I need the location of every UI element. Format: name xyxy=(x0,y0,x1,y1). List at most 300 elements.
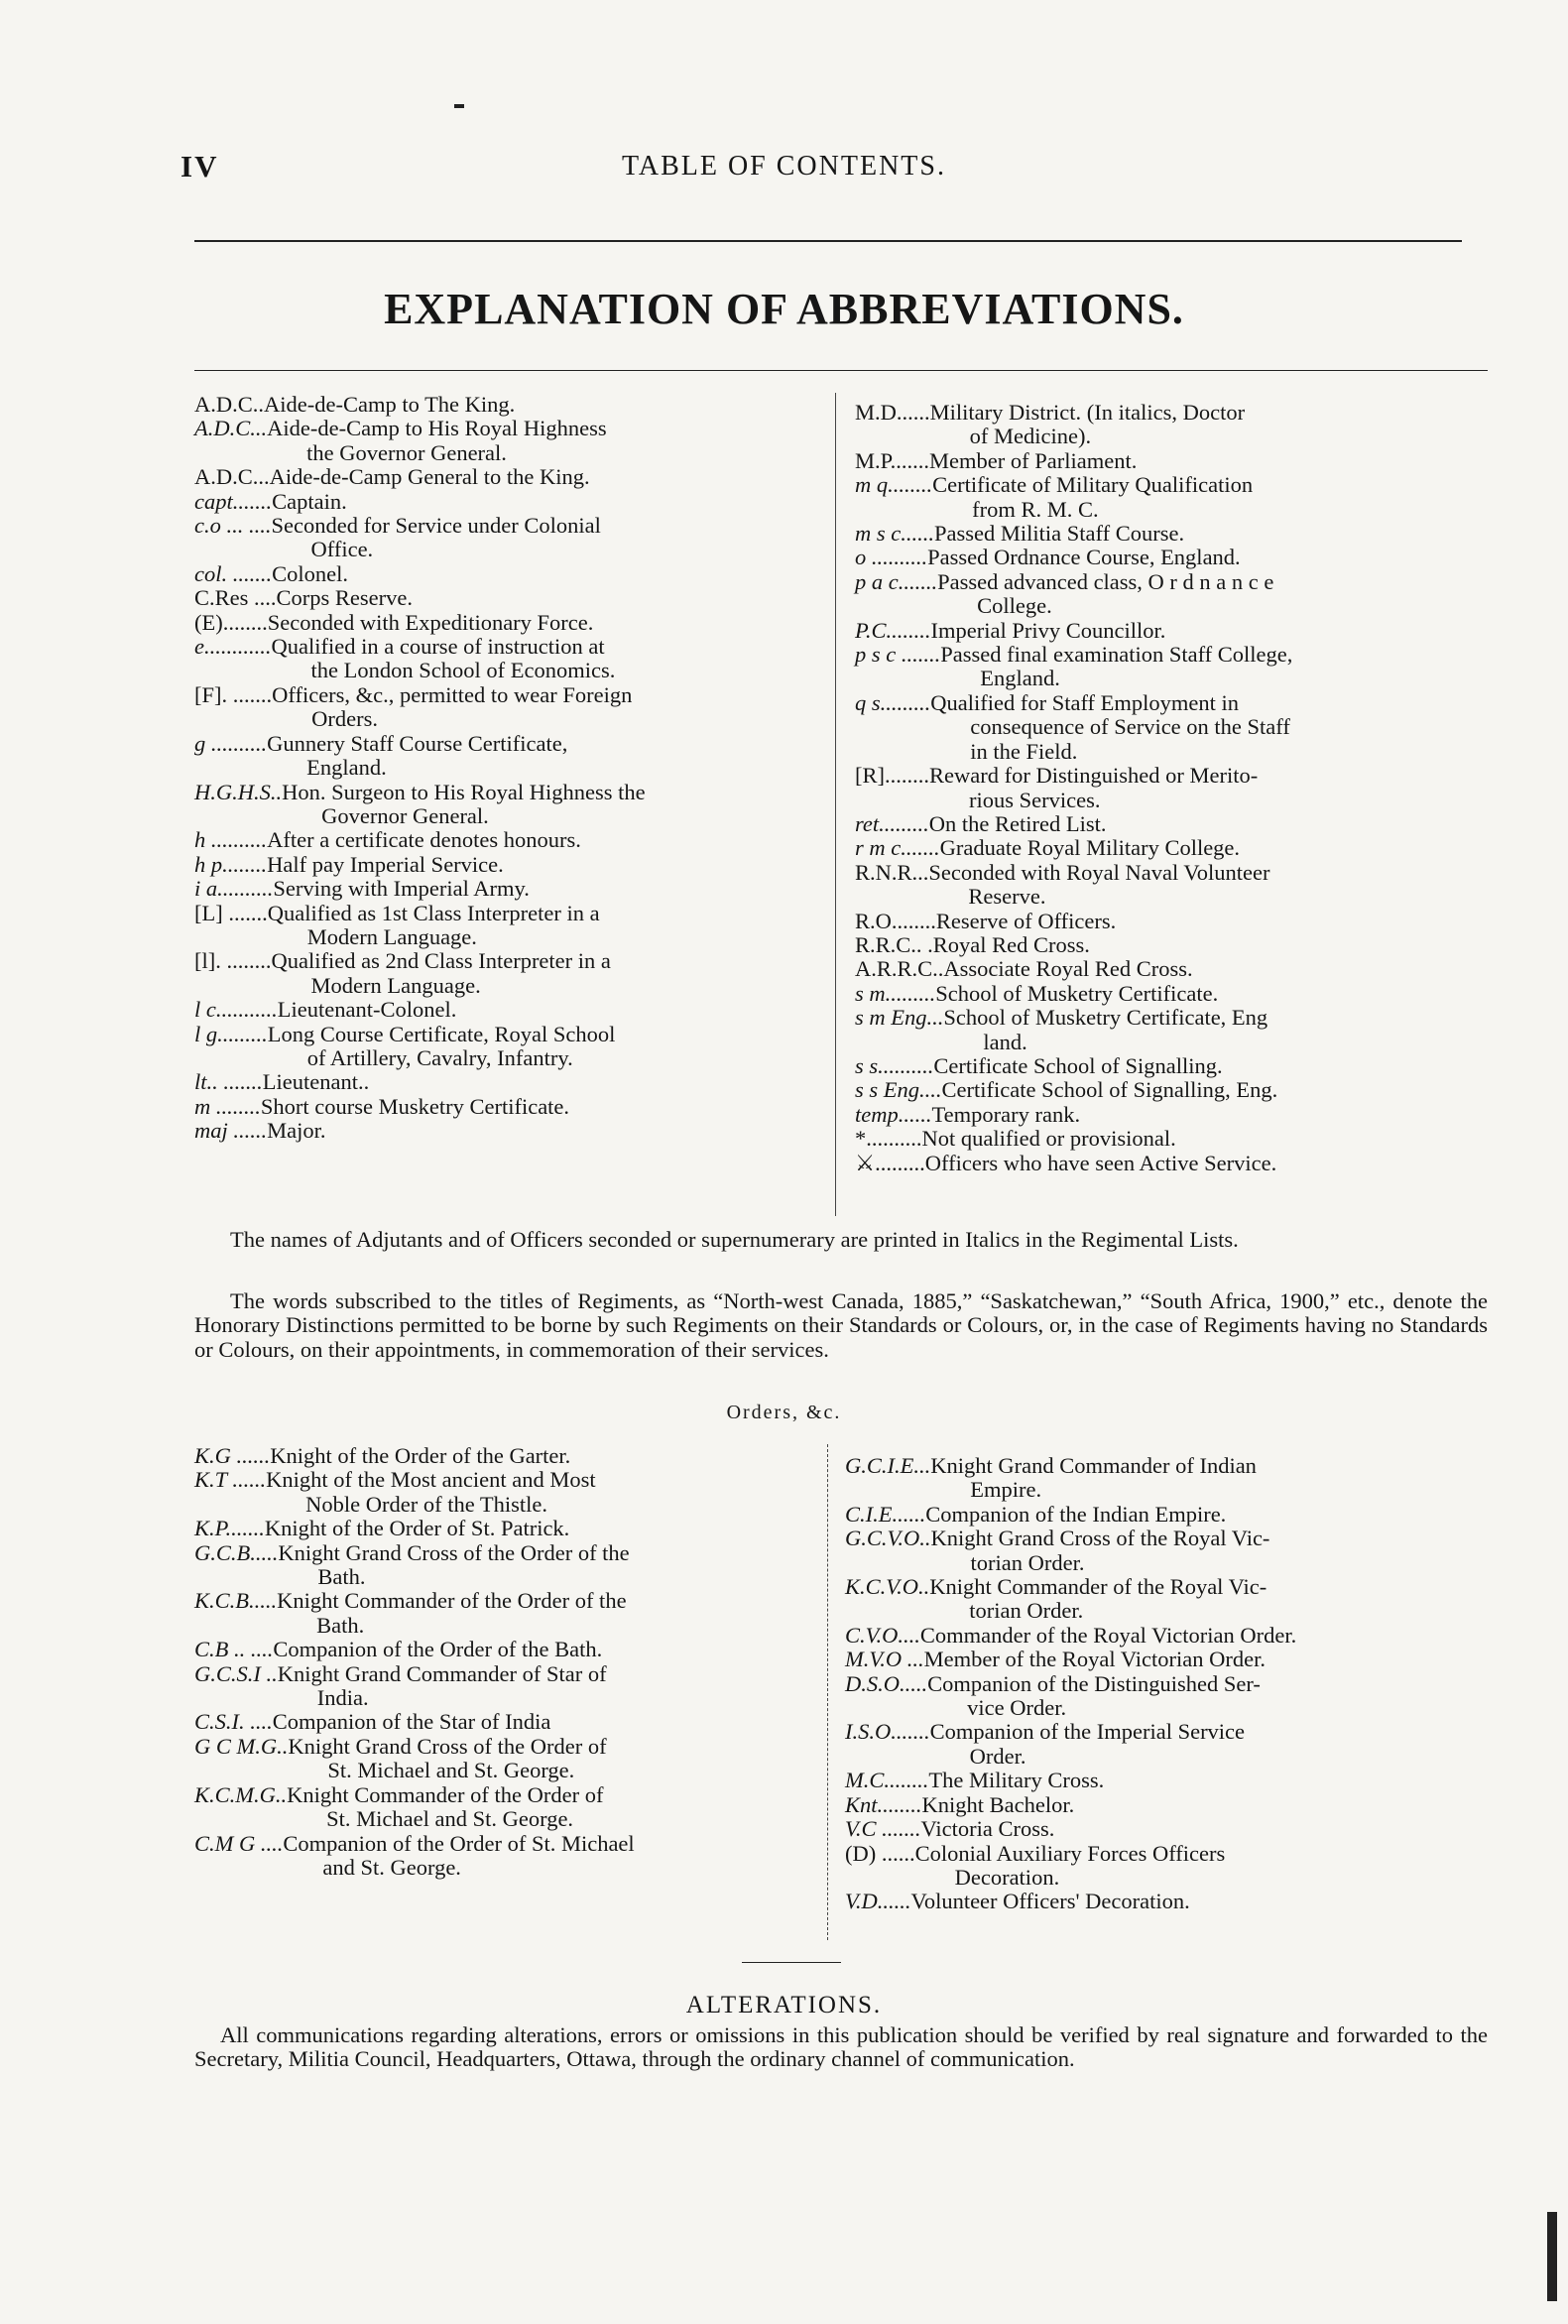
definition-line: Passed final examination Staff College, xyxy=(940,642,1293,668)
definition-line: Seconded with Royal Naval Volunteer xyxy=(928,859,1270,885)
definition-line: Member of the Royal Victorian Order. xyxy=(923,1647,1266,1672)
abbreviation-entry xyxy=(855,643,1480,691)
abbreviation-definition xyxy=(272,683,819,732)
abbreviation-term: G.C.V.O.. xyxy=(845,1526,931,1551)
abbreviation-term: ret......... xyxy=(855,810,929,836)
abbreviation-entry xyxy=(194,1517,819,1540)
definition-line: Certificate School of Signalling. xyxy=(933,1052,1223,1078)
abbreviation-entry xyxy=(855,861,1480,910)
abbreviation-term: s m......... xyxy=(855,980,936,1006)
abbreviation-entry xyxy=(194,902,819,950)
definition-line: Knight of the Most ancient and Most xyxy=(266,1467,596,1493)
abbreviation-term: G.C.I.E... xyxy=(845,1453,931,1478)
definition-line: Graduate Royal Military College. xyxy=(939,835,1241,861)
definition-line: Certificate of Military Qualification xyxy=(932,472,1254,498)
adjutants-paragraph: The names of Adjutants and of Officers seconded or supernumerary are printed in Italics in the Regimental Lists. xyxy=(230,1227,1239,1252)
abbreviation-entry xyxy=(855,957,1480,981)
definition-line: Companion of the Indian Empire. xyxy=(925,1501,1227,1527)
abbreviation-definition xyxy=(928,861,1480,910)
definition-line: Knight Grand Commander of Star of xyxy=(277,1660,607,1686)
abbreviation-term: [F]. ....... xyxy=(194,681,273,707)
definition-line: land. xyxy=(983,1029,1027,1054)
definition-line: torian Order. xyxy=(970,1549,1085,1575)
abbreviation-definition xyxy=(273,1638,819,1661)
definition-line: Associate Royal Red Cross. xyxy=(943,956,1193,982)
abbreviation-term: lt.. ....... xyxy=(194,1069,263,1095)
abbreviation-entry xyxy=(855,836,1480,860)
abbreviation-term: [l]. ........ xyxy=(194,948,272,974)
abbreviation-entry xyxy=(855,546,1480,569)
abbreviation-entry xyxy=(845,1672,1480,1721)
abbreviation-entry xyxy=(855,1127,1480,1151)
abbreviation-definition xyxy=(940,643,1480,691)
abbreviation-entry xyxy=(194,998,819,1022)
definition-line: Knight of the Order of the Garter. xyxy=(270,1443,571,1468)
abbreviation-term: l c........... xyxy=(194,997,278,1023)
definition-line: the London School of Economics. xyxy=(310,658,616,683)
abbreviation-entry xyxy=(845,1575,1480,1624)
abbreviation-term: M.D...... xyxy=(855,400,930,425)
abbreviation-term: capt....... xyxy=(194,488,273,514)
definition-line: Volunteer Officers' Decoration. xyxy=(910,1889,1190,1914)
definition-line: India. xyxy=(316,1685,369,1711)
column-divider xyxy=(835,393,836,1216)
alterations-rule xyxy=(742,1962,841,1963)
definition-line: Imperial Privy Councillor. xyxy=(930,617,1166,643)
abbreviation-definition xyxy=(933,1054,1480,1078)
abbreviation-term: [L] ....... xyxy=(194,900,268,925)
abbreviation-definition xyxy=(288,1735,819,1783)
alterations-body: All communications regarding alterations, errors or omissions in this publication should be verified by real signature and forwarded to the Secretary, Militia Council, Headquarters, Ottawa, through the ordinary channel of communication. xyxy=(194,2022,1488,2071)
abbreviation-entry xyxy=(194,465,819,489)
abbreviation-term: p a c....... xyxy=(855,568,938,594)
abbreviation-entry xyxy=(194,1444,819,1468)
definition-line: Knight of the Order of St. Patrick. xyxy=(264,1516,570,1541)
abbreviation-term: (E)........ xyxy=(194,609,268,635)
abbreviation-entry xyxy=(194,1541,819,1590)
definition-line: Passed Ordnance Course, England. xyxy=(927,545,1241,570)
definition-line: Qualified as 2nd Class Interpreter in a xyxy=(271,948,611,974)
abbreviation-entry xyxy=(855,764,1480,812)
page-number: IV xyxy=(181,149,219,183)
definition-line: Office. xyxy=(310,537,374,562)
definition-line: Gunnery Staff Course Certificate, xyxy=(267,730,568,756)
abbreviation-term: p s c ....... xyxy=(855,642,941,668)
definition-line: Order. xyxy=(969,1743,1026,1769)
abbreviation-term: m ........ xyxy=(194,1093,261,1119)
abbreviation-entry xyxy=(194,562,819,586)
definition-line: Companion of the Order of the Bath. xyxy=(273,1637,603,1662)
abbreviation-definition xyxy=(267,828,819,852)
abbreviation-definition xyxy=(267,853,819,877)
abbreviation-definition xyxy=(929,764,1480,812)
abbreviation-definition xyxy=(282,781,819,829)
abbreviation-term: V.D...... xyxy=(845,1889,911,1914)
abbreviation-entry xyxy=(194,635,819,683)
abbreviation-term: R.N.R... xyxy=(855,859,929,885)
abbreviation-definition xyxy=(927,546,1480,569)
definition-line: Temporary rank. xyxy=(931,1101,1081,1127)
abbreviation-term: h .......... xyxy=(194,827,268,853)
abbreviation-term: C.S.I. .... xyxy=(194,1709,273,1735)
abbreviation-definition xyxy=(278,1541,819,1590)
abbreviation-term: R.R.C.. . xyxy=(855,931,933,957)
abbreviation-definition xyxy=(277,1589,819,1638)
abbreviation-definition xyxy=(922,1793,1480,1817)
definition-line: Half pay Imperial Service. xyxy=(267,851,504,877)
abbreviation-entry xyxy=(194,853,819,877)
abbreviation-entry xyxy=(845,1769,1480,1792)
definition-line: Seconded with Expeditionary Force. xyxy=(267,609,594,635)
definition-line: from R. M. C. xyxy=(972,496,1099,522)
definition-line: Qualified for Staff Employment in xyxy=(930,689,1240,715)
abbreviation-term: q s......... xyxy=(855,689,931,715)
abbreviation-entry xyxy=(194,1589,819,1638)
abbreviation-definition xyxy=(930,619,1480,643)
abbreviation-term: g .......... xyxy=(194,730,268,756)
definition-line: Short course Musketry Certificate. xyxy=(260,1093,570,1119)
abbreviation-term: G.C.S.I .. xyxy=(194,1660,278,1686)
abbreviation-term: G.C.B..... xyxy=(194,1539,279,1565)
abbreviation-term: maj ...... xyxy=(194,1118,268,1144)
abbreviation-entry xyxy=(855,619,1480,643)
orders-heading: Orders, &c. xyxy=(726,1402,842,1423)
abbreviation-definition xyxy=(263,1070,819,1094)
abbreviation-entry xyxy=(855,1103,1480,1127)
abbreviations-left-column xyxy=(194,393,819,1144)
definition-line: Bath. xyxy=(316,1612,365,1638)
orders-column-divider xyxy=(827,1444,828,1940)
abbreviation-definition xyxy=(925,1503,1480,1527)
abbreviation-entry xyxy=(194,683,819,732)
abbreviation-term: col. ....... xyxy=(194,560,273,586)
definition-line: Victoria Cross. xyxy=(920,1816,1055,1842)
definition-line: vice Order. xyxy=(967,1695,1067,1721)
abbreviation-term: m q........ xyxy=(855,472,933,498)
abbreviation-entry xyxy=(194,828,819,852)
abbreviation-entry xyxy=(194,586,819,610)
definition-line: England. xyxy=(306,755,387,781)
abbreviation-definition xyxy=(930,691,1480,764)
abbreviation-entry xyxy=(194,393,819,417)
abbreviation-definition xyxy=(925,1152,1480,1175)
abbreviation-definition xyxy=(934,522,1480,546)
abbreviation-entry xyxy=(855,1152,1480,1175)
abbreviation-term: c.o ... .... xyxy=(194,513,272,539)
definition-line: Lieutenant-Colonel. xyxy=(277,997,457,1023)
abbreviation-entry xyxy=(855,1006,1480,1054)
definition-line: Companion of the Imperial Service xyxy=(929,1719,1246,1745)
definition-line: Major. xyxy=(267,1118,326,1144)
definition-line: On the Retired List. xyxy=(928,810,1107,836)
abbreviation-entry xyxy=(845,1817,1480,1841)
abbreviation-entry xyxy=(194,949,819,998)
abbreviation-term: I.S.O....... xyxy=(845,1719,930,1745)
abbreviation-entry xyxy=(845,1648,1480,1671)
abbreviation-definition xyxy=(920,1624,1480,1648)
abbreviation-entry xyxy=(194,1070,819,1094)
abbreviation-term: V.C ....... xyxy=(845,1816,921,1842)
definition-line: Qualified in a course of instruction at xyxy=(271,634,605,660)
definition-line: Aide-de-Camp General to the King. xyxy=(269,464,590,490)
abbreviation-term: r m c....... xyxy=(855,835,940,861)
abbreviation-definition xyxy=(270,1444,819,1468)
definition-line: Colonel. xyxy=(272,560,348,586)
definition-line: of Artillery, Cavalry, Infantry. xyxy=(306,1044,573,1070)
abbreviation-entry xyxy=(855,812,1480,836)
abbreviation-definition xyxy=(283,1832,819,1881)
abbreviation-term: ⚔......... xyxy=(855,1150,925,1175)
abbreviation-definition xyxy=(943,957,1480,981)
abbreviation-entry xyxy=(855,1054,1480,1078)
abbreviation-term: e............ xyxy=(194,634,272,660)
abbreviation-term: M.V.O ... xyxy=(845,1647,924,1672)
definition-line: and St. George. xyxy=(322,1854,461,1880)
abbreviation-definition xyxy=(915,1842,1480,1891)
abbreviation-definition xyxy=(932,473,1480,522)
abbreviation-definition xyxy=(940,836,1480,860)
abbreviation-entry xyxy=(855,933,1480,957)
abbreviation-definition xyxy=(924,1648,1480,1671)
definition-line: Modern Language. xyxy=(306,923,477,949)
abbreviation-definition xyxy=(264,393,819,417)
orders-right-column xyxy=(845,1454,1480,1914)
abbreviation-term: K.C.V.O.. xyxy=(845,1574,930,1600)
definition-line: Bath. xyxy=(317,1564,366,1590)
abbreviation-term: C.B .. .... xyxy=(194,1637,274,1662)
abbreviation-entry xyxy=(855,570,1480,619)
abbreviation-term: A.R.R.C.. xyxy=(855,956,944,982)
abbreviation-term: K.C.B..... xyxy=(194,1588,278,1614)
abbreviation-definition xyxy=(278,998,819,1022)
abbreviation-definition xyxy=(943,1006,1480,1054)
definition-line: Corps Reserve. xyxy=(276,585,413,611)
abbreviation-term: A.D.C.. xyxy=(194,392,265,417)
abbreviation-definition xyxy=(942,1078,1480,1102)
abbreviation-entry xyxy=(845,1720,1480,1769)
title-rule xyxy=(194,370,1488,371)
definition-line: Knight Grand Cross of the Order of the xyxy=(278,1539,630,1565)
abbreviation-term: s s Eng.... xyxy=(855,1077,942,1103)
definition-line: Seconded for Service under Colonial xyxy=(271,513,601,539)
abbreviation-entry xyxy=(194,732,819,781)
abbreviation-entry xyxy=(845,1793,1480,1817)
margin-mark xyxy=(1547,2212,1557,2301)
abbreviation-definition xyxy=(273,1710,819,1734)
definition-line: Modern Language. xyxy=(310,972,481,998)
abbreviation-definition xyxy=(261,1095,819,1119)
definition-line: School of Musketry Certificate. xyxy=(935,980,1219,1006)
abbreviation-entry xyxy=(845,1842,1480,1891)
abbreviation-definition xyxy=(287,1783,819,1832)
definition-line: Orders. xyxy=(311,706,378,732)
definition-line: Commander of the Royal Victorian Order. xyxy=(919,1622,1297,1648)
definition-line: Aide-de-Camp to The King. xyxy=(264,392,516,417)
definition-line: Colonial Auxiliary Forces Officers xyxy=(914,1840,1226,1866)
abbreviation-definition xyxy=(933,933,1480,957)
abbreviation-term: s m Eng... xyxy=(855,1005,944,1031)
definition-line: Aide-de-Camp to His Royal Highness xyxy=(267,416,607,441)
definition-line: College. xyxy=(977,593,1052,619)
abbreviation-term: o .......... xyxy=(855,545,928,570)
definition-line: Decoration. xyxy=(954,1864,1060,1890)
definition-line: St. Michael and St. George. xyxy=(327,1758,575,1783)
definition-line: Knight Commander of the Royal Vic- xyxy=(929,1574,1267,1600)
abbreviation-term: H.G.H.S.. xyxy=(194,779,283,804)
abbreviation-entry xyxy=(194,1832,819,1881)
abbreviation-entry xyxy=(855,449,1480,473)
definition-line: Knight Commander of the Order of xyxy=(287,1781,604,1807)
abbreviation-definition xyxy=(267,417,819,465)
abbreviation-term: temp...... xyxy=(855,1101,932,1127)
abbreviation-definition xyxy=(268,611,819,635)
abbreviation-term: K.C.M.G.. xyxy=(194,1781,288,1807)
abbreviation-entry xyxy=(845,1454,1480,1503)
definition-line: consequence of Service on the Staff xyxy=(970,714,1290,740)
definition-line: Knight Grand Cross of the Royal Vic- xyxy=(930,1526,1270,1551)
abbreviation-definition xyxy=(266,1468,819,1517)
ink-mark xyxy=(454,104,464,108)
abbreviation-entry xyxy=(194,1119,819,1143)
abbreviation-definition xyxy=(937,570,1480,619)
abbreviation-entry xyxy=(855,982,1480,1006)
abbreviation-definition xyxy=(935,982,1480,1006)
abbreviation-term: P.C........ xyxy=(855,617,931,643)
header-rule xyxy=(194,240,1462,242)
running-title: TABLE OF CONTENTS. xyxy=(622,151,946,182)
definition-line: Companion of the Star of India xyxy=(272,1709,551,1735)
abbreviation-term: R.O........ xyxy=(855,908,936,933)
abbreviation-definition xyxy=(272,635,820,683)
abbreviation-term: C.I.E...... xyxy=(845,1501,926,1527)
abbreviation-entry xyxy=(194,877,819,901)
definition-line: torian Order. xyxy=(969,1598,1084,1624)
abbreviation-definition xyxy=(930,1454,1480,1503)
abbreviation-term: K.T ...... xyxy=(194,1467,267,1493)
abbreviation-entry xyxy=(194,1468,819,1517)
definition-line: Certificate School of Signalling, Eng. xyxy=(941,1077,1278,1103)
alterations-title: ALTERATIONS. xyxy=(685,1992,883,2018)
abbreviation-entry xyxy=(855,522,1480,546)
abbreviation-definition xyxy=(268,902,819,950)
abbreviation-term: m s c...... xyxy=(855,521,934,547)
page-title: EXPLANATION OF ABBREVIATIONS. xyxy=(384,285,1184,333)
definition-line: School of Musketry Certificate, Eng xyxy=(943,1005,1268,1031)
abbreviation-entry xyxy=(845,1624,1480,1648)
abbreviation-term: C.V.O.... xyxy=(845,1622,920,1648)
abbreviation-definition xyxy=(272,514,820,562)
abbreviation-entry xyxy=(194,417,819,465)
definition-line: in the Field. xyxy=(970,738,1078,764)
definition-line: Not qualified or provisional. xyxy=(921,1126,1176,1152)
abbreviation-definition xyxy=(927,1672,1480,1721)
abbreviation-term: C.Res .... xyxy=(194,585,277,611)
definition-line: Military District. (In italics, Doctor xyxy=(929,400,1246,425)
abbreviation-definition xyxy=(265,1517,819,1540)
definition-line: Qualified as 1st Class Interpreter in a xyxy=(267,900,600,925)
abbreviation-definition xyxy=(922,1127,1481,1151)
definition-line: Reserve of Officers. xyxy=(935,908,1117,933)
definition-line: Royal Red Cross. xyxy=(932,931,1090,957)
definition-line: After a certificate denotes honours. xyxy=(267,827,581,853)
abbreviation-entry xyxy=(194,1710,819,1734)
abbreviation-term: C.M G .... xyxy=(194,1830,284,1856)
abbreviation-entry xyxy=(855,691,1480,764)
abbreviation-definition xyxy=(930,1527,1480,1575)
abbreviation-definition xyxy=(930,1720,1480,1769)
abbreviation-definition xyxy=(278,1662,819,1711)
definition-line: Officers who have seen Active Service. xyxy=(924,1150,1277,1175)
abbreviation-definition xyxy=(910,1890,1480,1913)
definition-line: Reserve. xyxy=(968,884,1046,910)
abbreviation-term: A.D.C... xyxy=(194,464,270,490)
definition-line: Knight Grand Commander of Indian xyxy=(930,1453,1257,1478)
definition-line: St. Michael and St. George. xyxy=(326,1806,574,1832)
definition-line: Captain. xyxy=(272,488,347,514)
abbreviation-term: [R]........ xyxy=(855,763,929,789)
definition-line: Serving with Imperial Army. xyxy=(273,876,530,902)
definition-line: Governor General. xyxy=(321,802,489,828)
definition-line: Passed advanced class, O r d n a n c e xyxy=(937,568,1274,594)
abbreviation-entry xyxy=(855,1078,1480,1102)
abbreviation-term: G C M.G.. xyxy=(194,1733,289,1759)
abbreviation-entry xyxy=(845,1503,1480,1527)
honours-paragraph: The words subscribed to the titles of Regiments, as “North-west Canada, 1885,” “Saskatchewan,” “South Africa, 1900,” etc., denote the Honorary Distinctions permitted to be borne by such Regiments on their Standards or Colours, or, in the case of Regiments having no Standards or Colours, on their appointments, in commemoration of their services. xyxy=(194,1288,1488,1362)
definition-line: the Governor General. xyxy=(306,439,507,465)
definition-line: Knight Bachelor. xyxy=(921,1791,1075,1817)
abbreviation-term: Knt........ xyxy=(845,1791,922,1817)
abbreviation-definition xyxy=(930,401,1480,449)
abbreviation-term: A.D.C... xyxy=(194,416,268,441)
abbreviation-entry xyxy=(194,611,819,635)
abbreviation-term: i a.......... xyxy=(194,876,274,902)
abbreviation-entry xyxy=(194,1662,819,1711)
definition-line: The Military Cross. xyxy=(928,1768,1105,1793)
abbreviation-definition xyxy=(272,949,820,998)
definition-line: Member of Parliament. xyxy=(929,447,1138,473)
abbreviation-definition xyxy=(929,449,1480,473)
abbreviation-definition xyxy=(270,465,819,489)
abbreviation-term: (D) ...... xyxy=(845,1840,915,1866)
abbreviation-definition xyxy=(277,586,819,610)
abbreviation-definition xyxy=(929,812,1480,836)
abbreviation-entry xyxy=(194,1783,819,1832)
abbreviation-term: K.P....... xyxy=(194,1516,265,1541)
abbreviation-entry xyxy=(855,401,1480,449)
definition-line: Reward for Distinguished or Merito- xyxy=(929,763,1259,789)
abbreviation-definition xyxy=(936,910,1480,933)
definition-line: Knight Commander of the Order of the xyxy=(277,1588,627,1614)
definition-line: England. xyxy=(980,666,1060,691)
abbreviation-term: h p........ xyxy=(194,851,268,877)
abbreviation-definition xyxy=(929,1575,1480,1624)
abbreviation-term: K.G ...... xyxy=(194,1443,271,1468)
abbreviations-right-column xyxy=(855,401,1480,1175)
abbreviation-entry xyxy=(855,473,1480,522)
definition-line: Long Course Certificate, Royal School xyxy=(267,1021,616,1046)
abbreviation-definition xyxy=(272,490,819,514)
abbreviation-definition xyxy=(928,1769,1480,1792)
definition-line: Companion of the Order of St. Michael xyxy=(283,1830,635,1856)
definition-line: Passed Militia Staff Course. xyxy=(934,521,1185,547)
abbreviation-entry xyxy=(194,781,819,829)
abbreviation-entry xyxy=(194,1735,819,1783)
abbreviation-definition xyxy=(267,1119,819,1143)
definition-line: Companion of the Distinguished Ser- xyxy=(927,1670,1261,1696)
abbreviation-term: *.......... xyxy=(855,1126,922,1152)
abbreviation-definition xyxy=(932,1103,1481,1127)
abbreviation-entry xyxy=(855,910,1480,933)
